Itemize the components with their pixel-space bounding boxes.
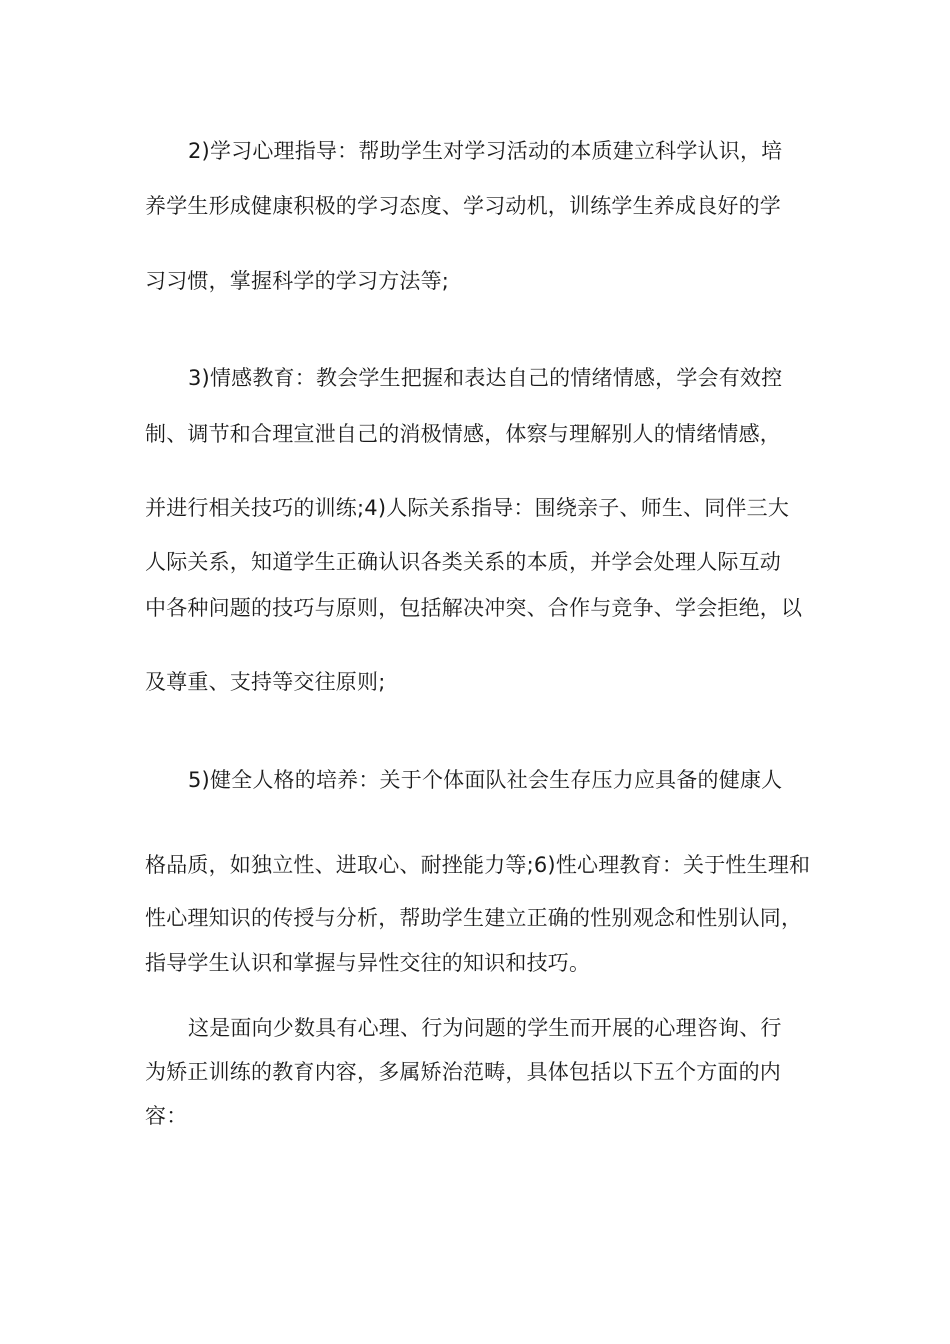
paragraph-line: 制、调节和合理宣泄自己的消极情感，体察与理解别人的情绪情感， — [145, 422, 781, 446]
paragraph-line: 并进行相关技巧的训练;4)人际关系指导：围绕亲子、师生、同伴三大 — [145, 496, 790, 520]
paragraph-line: 3)情感教育：教会学生把握和表达自己的情绪情感，学会有效控 — [188, 366, 783, 390]
paragraph-line: 养学生形成健康积极的学习态度、学习动机，训练学生养成良好的学 — [145, 194, 781, 218]
paragraph-line: 习习惯，掌握科学的学习方法等; — [145, 269, 450, 293]
paragraph-line: 中各种问题的技巧与原则，包括解决冲突、合作与竞争、学会拒绝，以 — [145, 596, 803, 620]
paragraph-line: 为矫正训练的教育内容，多属矫治范畴，具体包括以下五个方面的内 — [145, 1060, 781, 1084]
paragraph-line: 2)学习心理指导：帮助学生对学习活动的本质建立科学认识，培 — [188, 139, 783, 163]
paragraph-line: 性心理知识的传授与分析，帮助学生建立正确的性别观念和性别认同， — [145, 906, 803, 930]
paragraph-line: 5)健全人格的培养：关于个体面队社会生存压力应具备的健康人 — [188, 768, 783, 792]
paragraph-line: 容： — [145, 1104, 188, 1128]
paragraph-line: 这是面向少数具有心理、行为问题的学生而开展的心理咨询、行 — [188, 1016, 782, 1040]
paragraph-line: 格品质，如独立性、进取心、耐挫能力等;6)性心理教育：关于性生理和 — [145, 853, 811, 877]
paragraph-line: 指导学生认识和掌握与异性交往的知识和技巧。 — [145, 951, 591, 975]
paragraph-line: 人际关系，知道学生正确认识各类关系的本质，并学会处理人际互动 — [145, 550, 781, 574]
paragraph-line: 及尊重、支持等交往原则; — [145, 670, 386, 694]
